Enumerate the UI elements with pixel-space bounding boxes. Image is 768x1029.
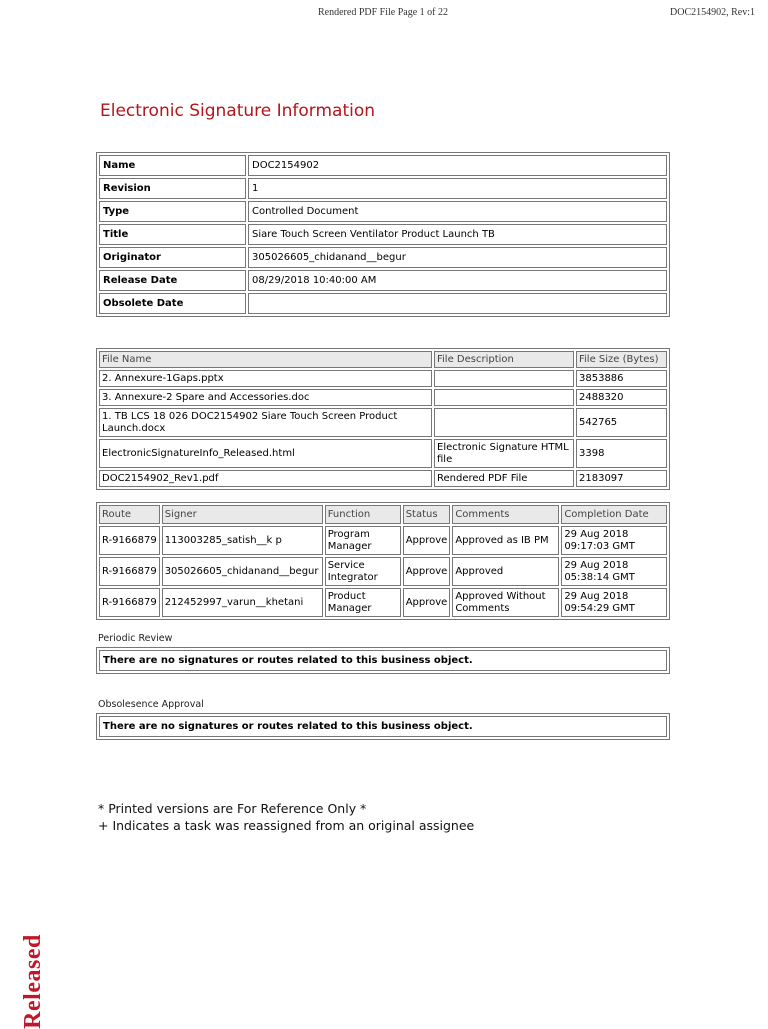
route-function: Service Integrator — [325, 557, 401, 586]
routes-header-row — [99, 505, 667, 524]
info-row-release-date — [99, 270, 667, 291]
page-header-center: Rendered PDF File Page 1 of 22 — [318, 7, 448, 18]
column-header: Route — [99, 505, 160, 524]
route-function: Program Manager — [325, 526, 401, 555]
periodic-review-message: There are no signatures or routes related to this business object. — [99, 650, 667, 671]
files-header-row — [99, 351, 667, 368]
route-comments: Approved — [452, 557, 559, 586]
info-row-name — [99, 155, 667, 176]
periodic-review-box — [96, 647, 670, 674]
info-label: Name — [99, 155, 246, 176]
info-row-originator — [99, 247, 667, 268]
column-header: Function — [325, 505, 401, 524]
route-row — [99, 588, 667, 617]
info-row-title — [99, 224, 667, 245]
route-completion-date: 29 Aug 2018 05:38:14 GMT — [561, 557, 667, 586]
info-value: 305026605_chidanand__begur — [248, 247, 667, 268]
document-info-table — [96, 152, 670, 317]
file-name: DOC2154902_Rev1.pdf — [99, 470, 432, 487]
info-label: Originator — [99, 247, 246, 268]
file-name: 2. Annexure-1Gaps.pptx — [99, 370, 432, 387]
route-comments: Approved as IB PM — [452, 526, 559, 555]
info-row-revision — [99, 178, 667, 199]
footnote-reassigned: + Indicates a task was reassigned from an original assignee — [98, 818, 475, 833]
column-header: Comments — [452, 505, 559, 524]
file-description — [434, 389, 574, 406]
info-row-type — [99, 201, 667, 222]
info-label: Release Date — [99, 270, 246, 291]
column-header: File Name — [99, 351, 432, 368]
released-watermark: Released — [19, 934, 46, 1029]
periodic-review-label: Periodic Review — [98, 633, 173, 644]
page-header-doc-id: DOC2154902, Rev:1 — [670, 7, 755, 18]
obsolescence-box — [96, 713, 670, 740]
route-row — [99, 526, 667, 555]
column-header: File Description — [434, 351, 574, 368]
file-description — [434, 370, 574, 387]
route-id: R-9166879 — [99, 588, 160, 617]
route-function: Product Manager — [325, 588, 401, 617]
file-row — [99, 370, 667, 387]
info-label: Title — [99, 224, 246, 245]
route-status: Approve — [403, 557, 451, 586]
file-row — [99, 408, 667, 437]
info-value: DOC2154902 — [248, 155, 667, 176]
file-row — [99, 389, 667, 406]
route-signer: 113003285_satish__k p — [162, 526, 323, 555]
file-size: 3853886 — [576, 370, 667, 387]
info-value: 08/29/2018 10:40:00 AM — [248, 270, 667, 291]
file-size: 542765 — [576, 408, 667, 437]
info-label: Revision — [99, 178, 246, 199]
file-row — [99, 439, 667, 468]
info-row-obsolete-date — [99, 293, 667, 314]
obsolescence-message: There are no signatures or routes related to this business object. — [99, 716, 667, 737]
files-table — [96, 348, 670, 490]
file-description: Rendered PDF File — [434, 470, 574, 487]
info-value: 1 — [248, 178, 667, 199]
file-description — [434, 408, 574, 437]
route-completion-date: 29 Aug 2018 09:17:03 GMT — [561, 526, 667, 555]
info-value: Siare Touch Screen Ventilator Product Launch TB — [248, 224, 667, 245]
file-size: 2183097 — [576, 470, 667, 487]
route-id: R-9166879 — [99, 526, 160, 555]
file-name: ElectronicSignatureInfo_Released.html — [99, 439, 432, 468]
route-id: R-9166879 — [99, 557, 160, 586]
page-title: Electronic Signature Information — [100, 101, 376, 121]
file-name: 1. TB LCS 18 026 DOC2154902 Siare Touch Screen Product Launch.docx — [99, 408, 432, 437]
file-description: Electronic Signature HTML file — [434, 439, 574, 468]
obsolescence-label: Obsolesence Approval — [98, 699, 204, 710]
info-value — [248, 293, 667, 314]
column-header: Completion Date — [561, 505, 667, 524]
file-size: 3398 — [576, 439, 667, 468]
column-header: Status — [403, 505, 451, 524]
route-completion-date: 29 Aug 2018 09:54:29 GMT — [561, 588, 667, 617]
column-header: File Size (Bytes) — [576, 351, 667, 368]
route-signer: 212452997_varun__khetani — [162, 588, 323, 617]
route-row — [99, 557, 667, 586]
info-value: Controlled Document — [248, 201, 667, 222]
route-status: Approve — [403, 588, 451, 617]
file-row — [99, 470, 667, 487]
routes-table — [96, 502, 670, 620]
footnote-reference-only: * Printed versions are For Reference Only * — [98, 801, 367, 816]
column-header: Signer — [162, 505, 323, 524]
file-size: 2488320 — [576, 389, 667, 406]
route-status: Approve — [403, 526, 451, 555]
info-label: Obsolete Date — [99, 293, 246, 314]
file-name: 3. Annexure-2 Spare and Accessories.doc — [99, 389, 432, 406]
route-signer: 305026605_chidanand__begur — [162, 557, 323, 586]
route-comments: Approved Without Comments — [452, 588, 559, 617]
info-label: Type — [99, 201, 246, 222]
